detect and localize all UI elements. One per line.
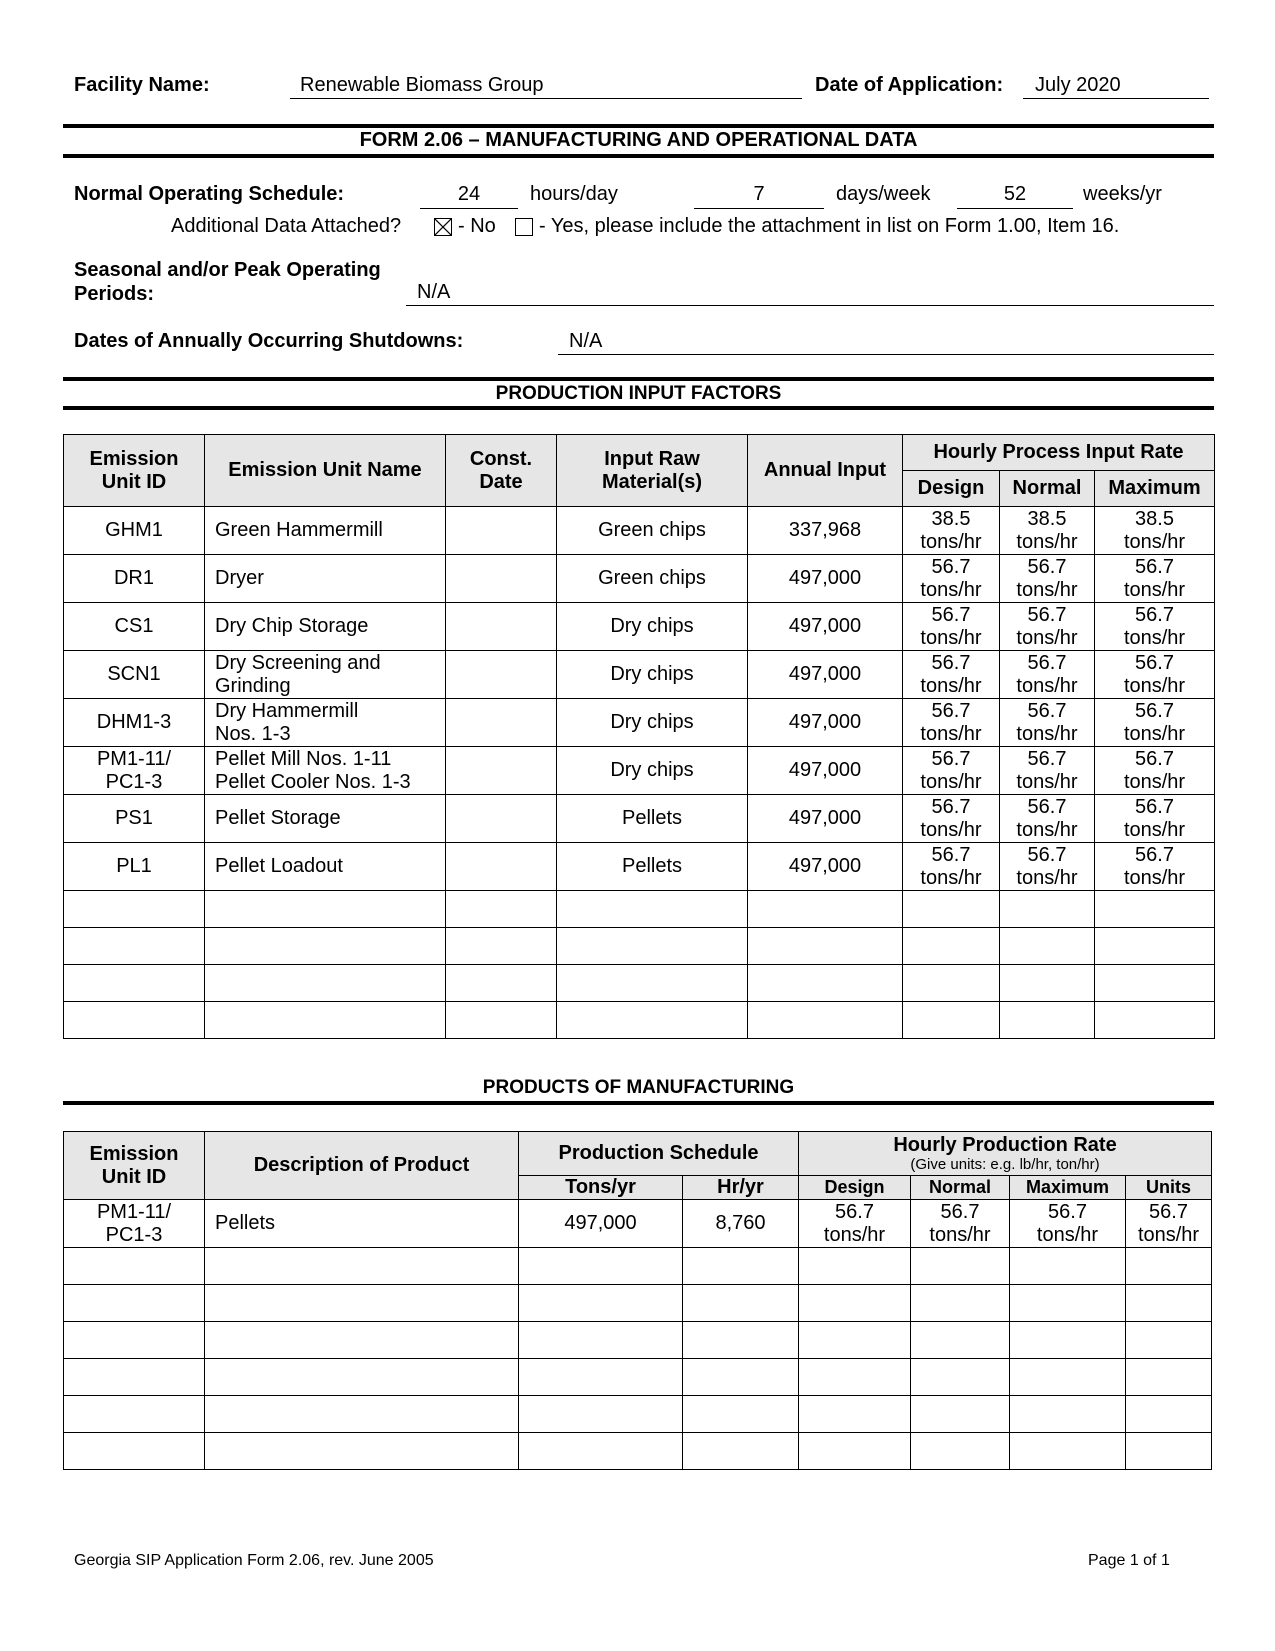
cell-emission-unit-id[interactable]: SCN1 bbox=[64, 651, 205, 699]
cell-emission-unit-id[interactable]: DR1 bbox=[64, 555, 205, 603]
empty-table-row bbox=[64, 1322, 1212, 1359]
cell-hours-per-year[interactable] bbox=[683, 1322, 799, 1359]
products-table bbox=[63, 1131, 1212, 1470]
col-tons-per-year: Tons/yr bbox=[519, 1176, 683, 1200]
cell-annual-input[interactable] bbox=[748, 1002, 903, 1039]
input-factors-table bbox=[63, 434, 1215, 1039]
cell-design-rate[interactable] bbox=[903, 965, 1000, 1002]
cell-units[interactable]: 56.7 tons/hr bbox=[1126, 1200, 1212, 1248]
cell-normal-rate[interactable] bbox=[1000, 928, 1095, 965]
cell-hours-per-year[interactable] bbox=[683, 1359, 799, 1396]
table-row bbox=[64, 699, 1215, 747]
col-hourly-process-input-rate: Hourly Process Input Rate bbox=[903, 435, 1215, 471]
cell-emission-unit-id[interactable] bbox=[64, 1248, 205, 1285]
additional-data-label: Additional Data Attached? bbox=[171, 215, 402, 237]
cell-emission-unit-name[interactable]: Dry Screening and Grinding bbox=[205, 651, 446, 699]
cell-maximum-rate[interactable] bbox=[1095, 965, 1215, 1002]
cell-emission-unit-name[interactable]: Dry Chip Storage bbox=[205, 603, 446, 651]
cell-normal-rate[interactable] bbox=[911, 1322, 1010, 1359]
cell-input-raw-material[interactable]: Green chips bbox=[557, 555, 748, 603]
cell-maximum-rate[interactable]: 56.7 tons/hr bbox=[1010, 1200, 1126, 1248]
cell-tons-per-year[interactable] bbox=[519, 1322, 683, 1359]
col-emission-unit-id: Emission Unit ID bbox=[64, 435, 205, 507]
days-per-week-unit: days/week bbox=[836, 183, 931, 205]
cell-hours-per-year[interactable] bbox=[683, 1248, 799, 1285]
cell-emission-unit-name[interactable] bbox=[205, 965, 446, 1002]
cell-const-date[interactable] bbox=[446, 843, 557, 891]
no-option-label: - No bbox=[458, 215, 496, 237]
cell-hours-per-year[interactable] bbox=[683, 1396, 799, 1433]
cell-maximum-rate[interactable] bbox=[1095, 891, 1215, 928]
table-row bbox=[64, 843, 1215, 891]
shutdowns-field[interactable]: N/A bbox=[558, 330, 1214, 355]
cell-emission-unit-name[interactable]: Pellet Storage bbox=[205, 795, 446, 843]
cell-design-rate[interactable]: 56.7 tons/hr bbox=[903, 747, 1000, 795]
cell-normal-rate[interactable]: 56.7 tons/hr bbox=[1000, 699, 1095, 747]
col-emission-unit-id: Emission Unit ID bbox=[64, 1132, 205, 1200]
cell-units[interactable] bbox=[1126, 1433, 1212, 1470]
cell-annual-input[interactable]: 497,000 bbox=[748, 795, 903, 843]
cell-design-rate[interactable]: 56.7 tons/hr bbox=[903, 555, 1000, 603]
cell-normal-rate[interactable] bbox=[911, 1359, 1010, 1396]
form-title: FORM 2.06 – MANUFACTURING AND OPERATIONAL DATA bbox=[359, 129, 918, 151]
seasonal-field[interactable]: N/A bbox=[406, 281, 1214, 306]
col-design: Design bbox=[799, 1176, 911, 1200]
facility-name-field[interactable]: Renewable Biomass Group bbox=[290, 74, 802, 99]
cell-design-rate[interactable] bbox=[903, 928, 1000, 965]
cell-hours-per-year[interactable] bbox=[683, 1433, 799, 1470]
col-design: Design bbox=[903, 471, 1000, 507]
table-row bbox=[64, 795, 1215, 843]
cell-design-rate[interactable]: 56.7 tons/hr bbox=[903, 795, 1000, 843]
empty-table-row bbox=[64, 1248, 1212, 1285]
cell-emission-unit-id[interactable]: PL1 bbox=[64, 843, 205, 891]
cell-annual-input[interactable] bbox=[748, 928, 903, 965]
cell-maximum-rate[interactable]: 56.7 tons/hr bbox=[1095, 843, 1215, 891]
cell-normal-rate[interactable]: 56.7 tons/hr bbox=[1000, 747, 1095, 795]
col-normal: Normal bbox=[911, 1176, 1010, 1200]
facility-name-label: Facility Name: bbox=[74, 74, 210, 96]
cell-annual-input[interactable]: 497,000 bbox=[748, 843, 903, 891]
products-rule bbox=[63, 1101, 1214, 1105]
cell-emission-unit-id[interactable] bbox=[64, 1396, 205, 1433]
cell-normal-rate[interactable] bbox=[911, 1285, 1010, 1322]
cell-const-date[interactable] bbox=[446, 1002, 557, 1039]
cell-maximum-rate[interactable]: 56.7 tons/hr bbox=[1095, 699, 1215, 747]
cell-emission-unit-id[interactable]: PM1-11/ PC1-3 bbox=[64, 1200, 205, 1248]
cell-tons-per-year[interactable] bbox=[519, 1396, 683, 1433]
empty-table-row bbox=[64, 1285, 1212, 1322]
col-normal: Normal bbox=[1000, 471, 1095, 507]
cell-description-of-product[interactable] bbox=[205, 1359, 519, 1396]
no-checkbox[interactable] bbox=[434, 218, 452, 236]
title-top-rule bbox=[63, 124, 1214, 128]
cell-design-rate[interactable] bbox=[799, 1248, 911, 1285]
cell-maximum-rate[interactable]: 56.7 tons/hr bbox=[1095, 651, 1215, 699]
cell-units[interactable] bbox=[1126, 1248, 1212, 1285]
cell-maximum-rate[interactable]: 38.5 tons/hr bbox=[1095, 507, 1215, 555]
cell-description-of-product[interactable] bbox=[205, 1248, 519, 1285]
cell-emission-unit-id[interactable]: PS1 bbox=[64, 795, 205, 843]
cell-annual-input[interactable]: 497,000 bbox=[748, 555, 903, 603]
col-hourly-production-rate: Hourly Production Rate (Give units: e.g. lb/hr, ton/hr) bbox=[799, 1132, 1212, 1176]
operating-schedule-label: Normal Operating Schedule: bbox=[74, 183, 345, 205]
cell-maximum-rate[interactable] bbox=[1010, 1396, 1126, 1433]
cell-maximum-rate[interactable] bbox=[1010, 1322, 1126, 1359]
cell-maximum-rate[interactable]: 56.7 tons/hr bbox=[1095, 603, 1215, 651]
x-mark-icon bbox=[435, 219, 451, 235]
empty-table-row bbox=[64, 1396, 1212, 1433]
cell-input-raw-material[interactable]: Dry chips bbox=[557, 699, 748, 747]
cell-design-rate[interactable] bbox=[799, 1396, 911, 1433]
yes-checkbox[interactable] bbox=[515, 218, 533, 236]
table-row bbox=[64, 651, 1215, 699]
days-per-week-field[interactable]: 7 bbox=[694, 183, 824, 209]
cell-design-rate[interactable] bbox=[799, 1285, 911, 1322]
cell-normal-rate[interactable]: 56.7 tons/hr bbox=[911, 1200, 1010, 1248]
cell-emission-unit-name[interactable]: Pellet Mill Nos. 1-11 Pellet Cooler Nos. 1-3 bbox=[205, 747, 446, 795]
cell-description-of-product[interactable]: Pellets bbox=[205, 1200, 519, 1248]
cell-annual-input[interactable]: 497,000 bbox=[748, 699, 903, 747]
cell-const-date[interactable] bbox=[446, 965, 557, 1002]
empty-table-row bbox=[64, 1359, 1212, 1396]
cell-normal-rate[interactable]: 38.5 tons/hr bbox=[1000, 507, 1095, 555]
cell-annual-input[interactable]: 337,968 bbox=[748, 507, 903, 555]
cell-annual-input[interactable]: 497,000 bbox=[748, 603, 903, 651]
col-maximum: Maximum bbox=[1095, 471, 1215, 507]
cell-maximum-rate[interactable] bbox=[1010, 1248, 1126, 1285]
cell-emission-unit-name[interactable]: Dry Hammermill Nos. 1-3 bbox=[205, 699, 446, 747]
cell-const-date[interactable] bbox=[446, 699, 557, 747]
cell-const-date[interactable] bbox=[446, 555, 557, 603]
cell-hours-per-year[interactable]: 8,760 bbox=[683, 1200, 799, 1248]
cell-design-rate[interactable]: 56.7 tons/hr bbox=[903, 651, 1000, 699]
cell-emission-unit-name[interactable]: Pellet Loadout bbox=[205, 843, 446, 891]
cell-const-date[interactable] bbox=[446, 891, 557, 928]
col-maximum: Maximum bbox=[1010, 1176, 1126, 1200]
cell-design-rate[interactable]: 38.5 tons/hr bbox=[903, 507, 1000, 555]
cell-emission-unit-id[interactable]: CS1 bbox=[64, 603, 205, 651]
cell-normal-rate[interactable] bbox=[911, 1396, 1010, 1433]
cell-const-date[interactable] bbox=[446, 603, 557, 651]
cell-tons-per-year[interactable] bbox=[519, 1248, 683, 1285]
input-factors-title: PRODUCTION INPUT FACTORS bbox=[495, 383, 782, 404]
cell-emission-unit-id[interactable] bbox=[64, 1433, 205, 1470]
cell-input-raw-material[interactable]: Pellets bbox=[557, 795, 748, 843]
cell-input-raw-material[interactable] bbox=[557, 1002, 748, 1039]
cell-maximum-rate[interactable] bbox=[1010, 1359, 1126, 1396]
hours-per-day-unit: hours/day bbox=[530, 183, 618, 205]
cell-design-rate[interactable] bbox=[799, 1322, 911, 1359]
cell-normal-rate[interactable] bbox=[1000, 891, 1095, 928]
cell-maximum-rate[interactable]: 56.7 tons/hr bbox=[1095, 555, 1215, 603]
col-emission-unit-name: Emission Unit Name bbox=[205, 435, 446, 507]
cell-emission-unit-name[interactable]: Green Hammermill bbox=[205, 507, 446, 555]
cell-emission-unit-name[interactable] bbox=[205, 1002, 446, 1039]
cell-input-raw-material[interactable]: Dry chips bbox=[557, 603, 748, 651]
hours-per-day-field[interactable]: 24 bbox=[420, 183, 518, 209]
cell-annual-input[interactable] bbox=[748, 965, 903, 1002]
weeks-per-year-field[interactable]: 52 bbox=[957, 183, 1073, 209]
cell-normal-rate[interactable] bbox=[1000, 965, 1095, 1002]
cell-units[interactable] bbox=[1126, 1359, 1212, 1396]
cell-description-of-product[interactable] bbox=[205, 1285, 519, 1322]
cell-emission-unit-id[interactable] bbox=[64, 1359, 205, 1396]
cell-input-raw-material[interactable]: Pellets bbox=[557, 843, 748, 891]
cell-maximum-rate[interactable] bbox=[1010, 1285, 1126, 1322]
title-bottom-rule bbox=[63, 154, 1214, 158]
table-row bbox=[64, 603, 1215, 651]
cell-emission-unit-id[interactable] bbox=[64, 1002, 205, 1039]
date-of-application-field[interactable]: July 2020 bbox=[1023, 74, 1209, 99]
shutdowns-label: Dates of Annually Occurring Shutdowns: bbox=[74, 330, 464, 352]
seasonal-label-line1: Seasonal and/or Peak Operating bbox=[74, 259, 381, 281]
footer-page-number: Page 1 of 1 bbox=[1088, 1552, 1170, 1569]
cell-design-rate[interactable]: 56.7 tons/hr bbox=[903, 699, 1000, 747]
empty-table-row bbox=[64, 928, 1215, 965]
cell-normal-rate[interactable] bbox=[911, 1433, 1010, 1470]
table-row bbox=[64, 507, 1215, 555]
cell-input-raw-material[interactable]: Dry chips bbox=[557, 747, 748, 795]
cell-emission-unit-id[interactable] bbox=[64, 1322, 205, 1359]
col-units: Units bbox=[1126, 1176, 1212, 1200]
col-const-date: Const. Date bbox=[446, 435, 557, 507]
input-factors-bottom-rule bbox=[63, 406, 1214, 410]
cell-emission-unit-id[interactable] bbox=[64, 965, 205, 1002]
cell-normal-rate[interactable] bbox=[1000, 1002, 1095, 1039]
cell-design-rate[interactable] bbox=[903, 1002, 1000, 1039]
cell-design-rate[interactable] bbox=[903, 891, 1000, 928]
cell-annual-input[interactable]: 497,000 bbox=[748, 651, 903, 699]
cell-emission-unit-name[interactable] bbox=[205, 928, 446, 965]
empty-table-row bbox=[64, 1433, 1212, 1470]
cell-tons-per-year[interactable]: 497,000 bbox=[519, 1200, 683, 1248]
footer-form-revision: Georgia SIP Application Form 2.06, rev. June 2005 bbox=[74, 1552, 434, 1569]
weeks-per-year-unit: weeks/yr bbox=[1083, 183, 1162, 205]
seasonal-label bbox=[74, 258, 381, 306]
table-row bbox=[64, 555, 1215, 603]
cell-maximum-rate[interactable] bbox=[1095, 1002, 1215, 1039]
cell-design-rate[interactable]: 56.7 tons/hr bbox=[799, 1200, 911, 1248]
cell-const-date[interactable] bbox=[446, 747, 557, 795]
cell-annual-input[interactable] bbox=[748, 891, 903, 928]
hourly-rate-subtitle: (Give units: e.g. lb/hr, ton/hr) bbox=[910, 1156, 1100, 1173]
cell-description-of-product[interactable] bbox=[205, 1396, 519, 1433]
cell-const-date[interactable] bbox=[446, 507, 557, 555]
products-title: PRODUCTS OF MANUFACTURING bbox=[482, 1077, 795, 1098]
cell-annual-input[interactable]: 497,000 bbox=[748, 747, 903, 795]
cell-normal-rate[interactable]: 56.7 tons/hr bbox=[1000, 651, 1095, 699]
cell-normal-rate[interactable]: 56.7 tons/hr bbox=[1000, 555, 1095, 603]
cell-hours-per-year[interactable] bbox=[683, 1285, 799, 1322]
cell-emission-unit-id[interactable] bbox=[64, 1285, 205, 1322]
cell-units[interactable] bbox=[1126, 1285, 1212, 1322]
cell-tons-per-year[interactable] bbox=[519, 1359, 683, 1396]
cell-maximum-rate[interactable]: 56.7 tons/hr bbox=[1095, 795, 1215, 843]
cell-description-of-product[interactable] bbox=[205, 1322, 519, 1359]
table-row bbox=[64, 747, 1215, 795]
cell-design-rate[interactable]: 56.7 tons/hr bbox=[903, 603, 1000, 651]
cell-normal-rate[interactable]: 56.7 tons/hr bbox=[1000, 795, 1095, 843]
cell-design-rate[interactable] bbox=[799, 1433, 911, 1470]
empty-table-row bbox=[64, 1002, 1215, 1039]
col-hours-per-year: Hr/yr bbox=[683, 1176, 799, 1200]
cell-emission-unit-id[interactable] bbox=[64, 891, 205, 928]
date-of-application-label: Date of Application: bbox=[815, 74, 1004, 96]
cell-const-date[interactable] bbox=[446, 795, 557, 843]
cell-normal-rate[interactable]: 56.7 tons/hr bbox=[1000, 843, 1095, 891]
cell-emission-unit-id[interactable]: PM1-11/ PC1-3 bbox=[64, 747, 205, 795]
cell-maximum-rate[interactable] bbox=[1095, 928, 1215, 965]
cell-input-raw-material[interactable] bbox=[557, 891, 748, 928]
cell-maximum-rate[interactable] bbox=[1010, 1433, 1126, 1470]
empty-table-row bbox=[64, 965, 1215, 1002]
cell-emission-unit-id[interactable]: DHM1-3 bbox=[64, 699, 205, 747]
cell-emission-unit-id[interactable]: GHM1 bbox=[64, 507, 205, 555]
cell-tons-per-year[interactable] bbox=[519, 1433, 683, 1470]
cell-normal-rate[interactable] bbox=[911, 1248, 1010, 1285]
cell-maximum-rate[interactable]: 56.7 tons/hr bbox=[1095, 747, 1215, 795]
cell-tons-per-year[interactable] bbox=[519, 1285, 683, 1322]
cell-design-rate[interactable]: 56.7 tons/hr bbox=[903, 843, 1000, 891]
cell-units[interactable] bbox=[1126, 1322, 1212, 1359]
input-factors-top-rule bbox=[63, 377, 1214, 381]
cell-emission-unit-name[interactable] bbox=[205, 891, 446, 928]
cell-emission-unit-id[interactable] bbox=[64, 928, 205, 965]
col-input-raw-material: Input Raw Material(s) bbox=[557, 435, 748, 507]
cell-input-raw-material[interactable]: Green chips bbox=[557, 507, 748, 555]
cell-emission-unit-name[interactable]: Dryer bbox=[205, 555, 446, 603]
seasonal-label-line2: Periods: bbox=[74, 283, 155, 305]
cell-design-rate[interactable] bbox=[799, 1359, 911, 1396]
col-description-of-product: Description of Product bbox=[205, 1132, 519, 1200]
cell-input-raw-material[interactable]: Dry chips bbox=[557, 651, 748, 699]
cell-input-raw-material[interactable] bbox=[557, 928, 748, 965]
cell-description-of-product[interactable] bbox=[205, 1433, 519, 1470]
cell-input-raw-material[interactable] bbox=[557, 965, 748, 1002]
col-production-schedule: Production Schedule bbox=[519, 1132, 799, 1176]
col-annual-input: Annual Input bbox=[748, 435, 903, 507]
yes-option-label: - Yes, please include the attachment in list on Form 1.00, Item 16. bbox=[539, 215, 1120, 237]
cell-const-date[interactable] bbox=[446, 928, 557, 965]
cell-const-date[interactable] bbox=[446, 651, 557, 699]
cell-units[interactable] bbox=[1126, 1396, 1212, 1433]
table-row bbox=[64, 1200, 1212, 1248]
cell-normal-rate[interactable]: 56.7 tons/hr bbox=[1000, 603, 1095, 651]
empty-table-row bbox=[64, 891, 1215, 928]
